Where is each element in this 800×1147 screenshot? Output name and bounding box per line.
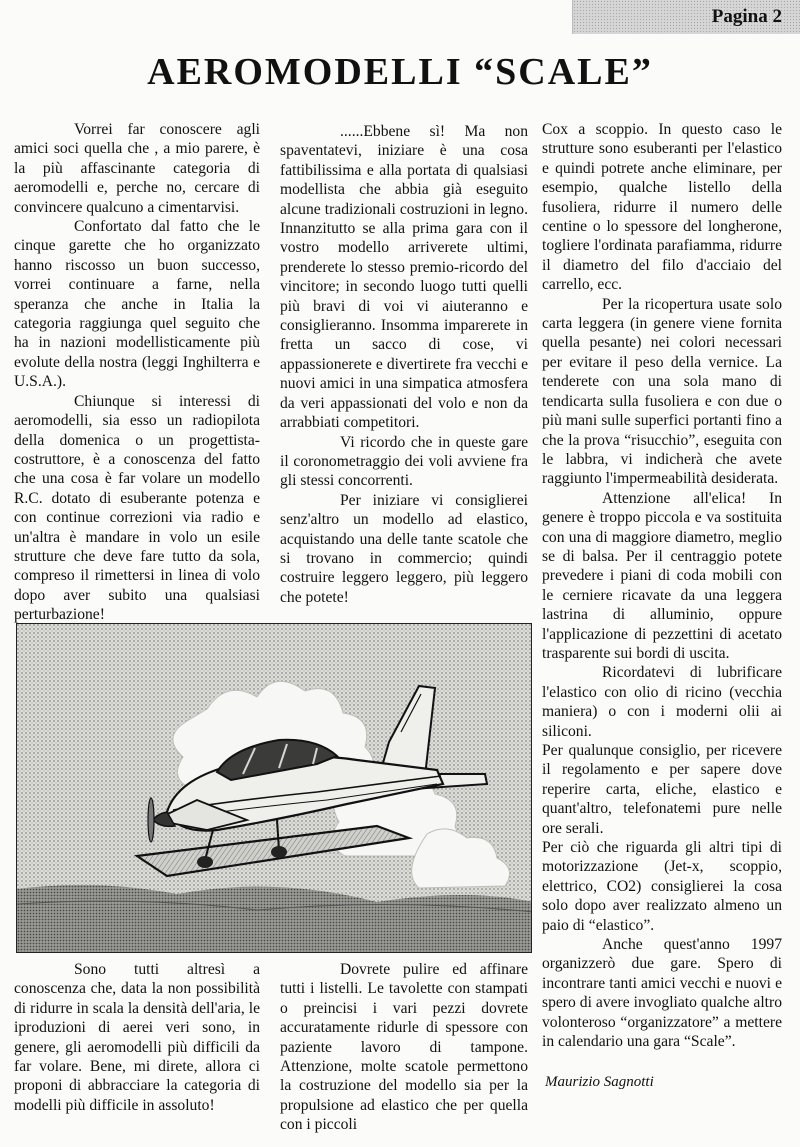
paragraph: ......Ebbene sì! Ma non spaventatevi, iniziare è una cosa fattibilissima e alla portata di qualsiasi modellista che abbia già eseguito alcune tradizionali costruzioni in legno. Innanzitutto se alla prima gara con il vostro modello arriverete ultimi, prenderete lo stesso premio-ricordo del vincitore; in secondo luogo tutti quelli più bravi di voi vi aiuteranno e consiglieranno. Insomma imparerete in fretta un sacco di cose, vi appassionerete e divertirete fra vecchi e nuovi amici in una simpatica atmosfera da veri appassionati del volo e non da arrabbiati competitori. (280, 123, 528, 432)
paragraph: Vi ricordo che in queste gare il coronometraggio dei voli avviene fra gli stessi concorrenti. (280, 433, 528, 490)
paragraph: Per qualunque consiglio, per ricevere il regolamento e per sapere dove reperire carta, eliche, elastico e quant'altro, telefonatemi pure nelle ore serali. (542, 742, 782, 837)
paragraph: Per iniziare vi consiglierei senz'altro un modello ad elastico, acquistando una delle tante scatole che si trovano in commercio; quindi costruire leggero leggero, più leggero che potete! (280, 491, 528, 606)
column-2 (280, 122, 528, 607)
airplane-illustration (16, 623, 532, 953)
article-title: AEROMODELLI “SCALE” (147, 51, 653, 93)
paragraph: Confortato dal fatto che le cinque garette che ho organizzato hanno riscosso un buon successo, vorrei continuare a farne, nella speranza che anche in Italia la categoria raggiunga quel seguito che ha in nazioni modellisticamente più evolute della nostra (leggi Inghilterra e U.S.A.). (14, 218, 260, 391)
author-signature: Maurizio Sagnotti (545, 1074, 654, 1090)
airplane-illustration-icon (17, 624, 532, 953)
paragraph: Per la ricopertura usate solo carta leggera (in genere viene fornita quella pesante) nei colori necessari per evitare il peso della vernice. La tenderete con una sola mano di tendicarta sulla fusoliera e con due o più mani sulle superfici portanti fino a che la prova “risucchio”, eseguita con le labbra, vi indicherà che avete raggiunto l'impermeabilità desiderata. (542, 295, 782, 488)
paragraph: Per ciò che riguarda gli altri tipi di motorizzazione (Jet-x, scoppio, elettrico, CO2) consiglierei la cosa solo dopo aver realizzato almeno un paio di “elastico”. (542, 839, 782, 934)
paragraph: Chiunque si interessi di aeromodelli, sia esso un radiopilota della domenica o un progettista-costruttore, è a conoscenza del fatto che una cosa è far volare un modello R.C. dotato di esuberante potenza e con continue correzioni via radio e un'altra è mandare in volo un esile strutture che deve fare tutto da sola, compreso il rimettersi in linea di volo dopo aver subito una qualsiasi perturbazione! (14, 392, 260, 624)
column-2-continued (280, 960, 528, 1135)
paragraph: Vorrei far conoscere agli amici soci quella che , a mio parere, è la più affascinante categoria di aeromodelli e, perche no, cercare di convincere qualcuno a cimentarvisi. (14, 121, 260, 216)
paragraph: Dovrete pulire ed affinare tutti i listelli. Le tavolette con stampati o preincisi i vari pezzi dovrete accuratamente ridurle di spessore con paziente lavoro di tampone. Attenzione, molte scatole permettono la costruzione del modello sia per la propulsione ad elastico che per quella con i piccoli (280, 961, 528, 1134)
column-3 (542, 120, 782, 1052)
paragraph: Ricordatevi di lubrificare l'elastico con olio di ricino (vecchia maniera) o con i moderni olii ai siliconi. (542, 664, 782, 740)
paragraph: Cox a scoppio. In questo caso le strutture sono esuberanti per l'elastico e quindi potrete anche eliminare, per esempio, qualche listello della fusoliera, ridurre il numero delle centine o lo spessore del longherone, togliere l'ordinata parafiamma, ridurre il diametro del filo d'acciaio del carrello, ecc. (542, 121, 782, 294)
paragraph: Anche quest'anno 1997 organizzerò due gare. Spero di incontrare tanti amici vecchi e nuovi e spero di avere invogliato qualche altro volonteroso “organizzatore” a mettere in calendario una gara “Scale”. (542, 936, 782, 1051)
page-number-tab: Pagina 2 (572, 0, 800, 34)
column-1-continued (14, 960, 260, 1115)
paragraph: Attenzione all'elica! In genere è troppo piccola e va sostituita con una di maggiore diametro, meglio se di balsa. Per il centraggio potete prevedere i piani di coda mobili con le cerniere ricavate da una leggera lastrina di alluminio, oppure l'applicazione di pezzettini di acetato trasparente sui bordi di uscita. (542, 489, 782, 662)
column-1 (14, 120, 260, 625)
paragraph: Sono tutti altresì a conoscenza che, data la non possibilità di ridurre in scala la densità dell'aria, le iproduzioni di aerei veri sono, in genere, gli aeromodelli più difficili da far volare. Bene, mi direte, allora ci proponi di abbracciare la categoria di modelli più difficile in assoluto! (14, 961, 260, 1114)
